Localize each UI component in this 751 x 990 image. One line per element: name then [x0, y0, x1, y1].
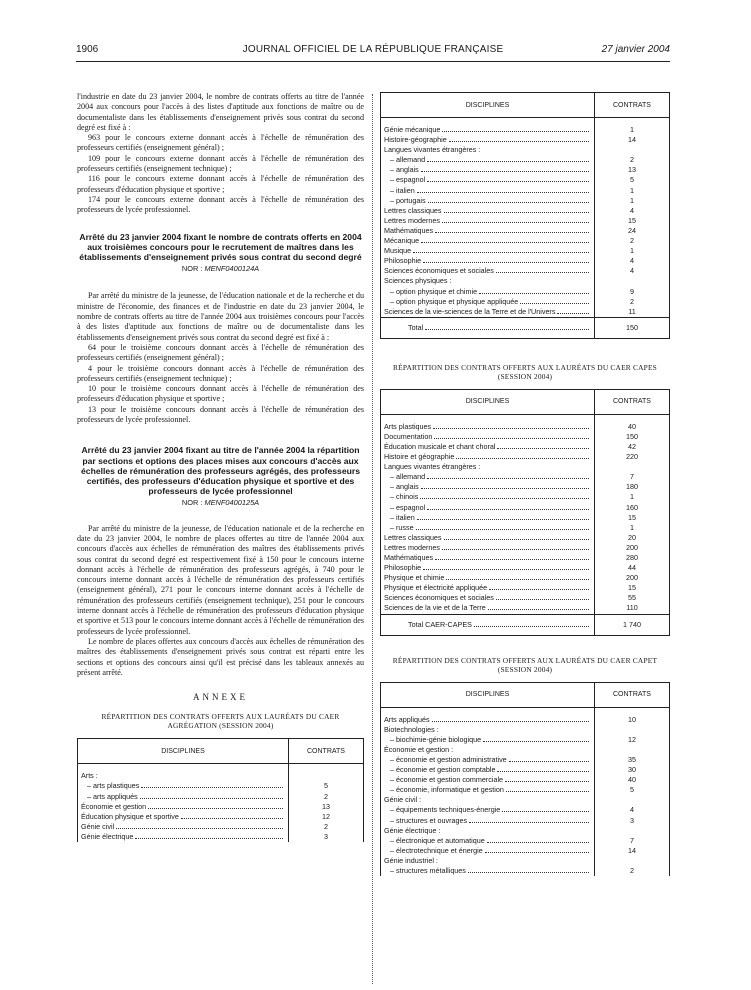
table-row: [381, 563, 669, 573]
contract-count: [595, 795, 670, 805]
discipline-label: – économie et gestion comptable: [390, 765, 496, 775]
table-row: [381, 513, 669, 523]
column-header: CONTRATS: [595, 93, 670, 118]
contract-count: 12: [595, 735, 670, 745]
contract-count: 14: [595, 846, 670, 856]
discipline-label: Physique et chimie: [384, 573, 445, 583]
contract-count: [595, 826, 670, 836]
table-caption: RÉPARTITION DES CONTRATS OFFERTS AUX LAURÉATS DU CAER AGRÉGATION (SESSION 2004): [101, 712, 340, 731]
table-row: [78, 812, 363, 822]
table-row: [381, 866, 669, 876]
discipline-label: Mathématiques: [384, 225, 434, 235]
contract-count: [595, 745, 670, 755]
table-row: [381, 165, 669, 175]
discipline-label: Génie industriel :: [384, 855, 438, 865]
discipline-label: Sciences de la vie-sciences de la Terre et de l'Univers: [384, 306, 556, 316]
contract-count: 5: [289, 781, 364, 791]
contract-count: 200: [595, 543, 670, 553]
table-row: [381, 246, 669, 256]
table-row: [381, 795, 669, 805]
contract-count: 2: [595, 297, 670, 307]
table-row: [381, 256, 669, 266]
contract-count: 4: [595, 266, 670, 276]
contract-count: 15: [595, 513, 670, 523]
table-row: [381, 543, 669, 553]
item-paragraph: 116 pour le concours externe donnant accès à l'échelle de rémunération des professeurs d'éducation physique et sportive ;: [77, 174, 364, 194]
table-row: [381, 715, 669, 725]
table-row: [381, 805, 669, 815]
discipline-label: Lettres classiques: [384, 205, 442, 215]
column-header: DISCIPLINES: [78, 739, 289, 764]
contract-count: 1: [595, 186, 670, 196]
discipline-label: Documentation: [384, 431, 433, 441]
discipline-label: Musique: [384, 246, 412, 256]
contract-count: 110: [595, 603, 670, 614]
discipline-label: – anglais: [390, 165, 419, 175]
column-header: CONTRATS: [595, 390, 670, 415]
contract-count: 1: [595, 523, 670, 533]
item-paragraph: 174 pour le concours externe donnant accès à l'échelle de rémunération des professeurs de lycée professionnel.: [77, 194, 364, 215]
table-row: [78, 792, 363, 802]
discipline-label: – allemand: [390, 472, 426, 482]
total-value: 1 740: [595, 614, 670, 635]
discipline-label: Mathématiques: [384, 553, 434, 562]
discipline-label: – électrotechnique et énergie: [390, 845, 483, 855]
table-row: [381, 523, 669, 533]
discipline-label: – électronique et automatique: [390, 835, 485, 845]
contract-count: [595, 856, 670, 866]
table-row: [78, 781, 363, 791]
capes-table: [380, 389, 670, 636]
discipline-label: – économie et gestion administrative: [390, 754, 507, 764]
table-row: [381, 583, 669, 593]
table-row: [78, 822, 363, 832]
table-row: [381, 725, 669, 735]
column-header: CONTRATS: [289, 739, 364, 764]
table-row: [381, 206, 669, 216]
discipline-label: Histoire et géographie: [384, 452, 455, 462]
table-row: [381, 573, 669, 583]
table-row: [381, 307, 669, 318]
contract-count: 5: [595, 175, 670, 185]
table-row: [381, 603, 669, 614]
discipline-label: Génie électrique :: [384, 825, 441, 835]
contract-count: [595, 276, 670, 286]
discipline-label: Philosophie: [384, 563, 422, 573]
contract-count: 15: [595, 216, 670, 226]
contract-count: 42: [595, 442, 670, 452]
discipline-label: Arts plastiques: [384, 421, 432, 431]
discipline-label: Mécanique: [384, 236, 420, 246]
discipline-label: – espagnol: [390, 502, 426, 512]
contract-count: 44: [595, 563, 670, 573]
contract-count: 4: [595, 206, 670, 216]
table-row: [381, 287, 669, 297]
item-paragraph: 963 pour le concours externe donnant accès à l'échelle de rémunération des professeurs certifiés (enseignement général) ;: [77, 133, 364, 153]
discipline-label: – arts plastiques: [87, 781, 140, 791]
discipline-label: Physique et électricité appliquée: [384, 583, 488, 593]
item-paragraph: 13 pour le troisième concours donnant accès à l'échelle de rémunération des professeurs de lycée professionnel.: [77, 404, 364, 425]
contract-count: 30: [595, 765, 670, 775]
discipline-label: – biochimie-génie biologique: [390, 734, 482, 744]
page-header: [76, 44, 670, 58]
contract-count: 280: [595, 553, 670, 563]
table-row: [381, 816, 669, 826]
discipline-label: – option physique et chimie: [390, 286, 478, 296]
discipline-label: Génie électrique: [81, 831, 134, 841]
discipline-label: Philosophie: [384, 256, 422, 266]
discipline-label: – structures métalliques: [390, 865, 466, 875]
contract-count: 2: [289, 822, 364, 832]
right-column: [380, 92, 670, 876]
contract-count: [289, 771, 364, 781]
table-row: [381, 472, 669, 482]
table-row: [381, 145, 669, 155]
table-row: [381, 755, 669, 765]
table-row: [381, 826, 669, 836]
discipline-label: Lettres modernes: [384, 542, 440, 552]
discipline-label: – portugais: [390, 195, 426, 205]
table-row: [78, 802, 363, 812]
table-row: [381, 297, 669, 307]
discipline-label: – espagnol: [390, 175, 426, 185]
table-row: [381, 175, 669, 185]
contract-count: 1: [595, 246, 670, 256]
table-row: [381, 196, 669, 206]
contract-count: 12: [289, 812, 364, 822]
contract-count: 4: [595, 805, 670, 815]
arrete-title: Arrêté du 23 janvier 2004 fixant au titre de l'année 2004 la répartition par sections et options des places mises aux concours d'accès aux échelles de rémunération des professeurs agrégés, des professeurs certifiés, des professeurs d'éducation physique et sportive et des professeurs de lycée professionnel: [81, 445, 360, 497]
table-row: [381, 276, 669, 286]
discipline-label: Génie civil: [81, 821, 115, 831]
table-row: [381, 155, 669, 165]
contract-count: 2: [595, 866, 670, 876]
table-row: [381, 236, 669, 246]
contract-count: 20: [595, 533, 670, 543]
contract-count: [595, 145, 670, 155]
discipline-label: – allemand: [390, 155, 426, 165]
contract-count: 40: [595, 775, 670, 785]
discipline-label: – arts appliqués: [87, 791, 138, 801]
contract-count: 7: [595, 836, 670, 846]
discipline-label: Biotechnologies :: [384, 724, 439, 734]
contract-count: 13: [595, 165, 670, 175]
journal-title: JOURNAL OFFICIEL DE LA RÉPUBLIQUE FRANÇAISE: [242, 44, 504, 55]
table-row: [381, 765, 669, 775]
discipline-label: Arts :: [81, 771, 98, 781]
discipline-label: Histoire-géographie: [384, 135, 447, 145]
contract-count: 160: [595, 503, 670, 513]
data-table: [78, 739, 363, 842]
table-row: [381, 533, 669, 543]
table-row: [381, 553, 669, 563]
table-row: [381, 846, 669, 856]
arrete-body: Par arrêté du ministre de la jeunesse, de l'éducation nationale et de la recherche en date du 23 janvier 2004, le nombre de places offertes au titre de l'année 2004 aux concours d'accès aux échelles de rémunération des maîtres des établissements privés sous contrat du second degré est respectivement fixé à 150 pour le concours interne donnant accès à l'échelle de rémunération des professeurs agrégés, à 740 pour le concours interne donnant accès à l'échelle de rémunération des professeurs certifiés (enseignement général), 271 pour le concours interne donnant accès à l'échelle de rémunération des professeurs certifiés (enseignement technique), 251 pour le concours interne donnant accès à l'échelle de rémunération des professeurs d'éducation physique et sportive et 513 pour le concours interne donnant accès à l'échelle de rémunération des professeurs de lycée professionnel.: [77, 523, 364, 636]
table-row: [381, 266, 669, 276]
left-column: [77, 92, 364, 842]
table-caption: RÉPARTITION DES CONTRATS OFFERTS AUX LAURÉATS DU CAER CAPES (SESSION 2004): [392, 362, 657, 381]
total-label: Total: [408, 322, 424, 332]
discipline-label: Arts appliqués: [384, 714, 430, 724]
contract-count: 35: [595, 755, 670, 765]
nor-reference: NOR : MENF0400125A: [181, 498, 260, 508]
contract-count: 2: [595, 236, 670, 246]
discipline-label: Lettres modernes: [384, 215, 440, 225]
table-row: [381, 432, 669, 442]
discipline-label: – structures et ouvrages: [390, 815, 468, 825]
total-value: 150: [595, 317, 670, 338]
table-caption: RÉPARTITION DES CONTRATS OFFERTS AUX LAURÉATS DU CAER CAPET (SESSION 2004): [392, 655, 658, 674]
contract-count: 5: [595, 785, 670, 795]
contract-count: 15: [595, 583, 670, 593]
contract-count: 1: [595, 196, 670, 206]
discipline-label: Sciences économiques et sociales: [384, 593, 494, 603]
contract-count: 200: [595, 573, 670, 583]
discipline-label: – italien: [390, 185, 415, 195]
contract-count: 13: [289, 802, 364, 812]
contract-count: 150: [595, 432, 670, 442]
discipline-label: Langues vivantes étrangères :: [384, 145, 481, 155]
discipline-label: – économie et gestion commerciale: [390, 775, 504, 785]
table-row: [381, 735, 669, 745]
agregation-table: [77, 738, 364, 842]
column-header: DISCIPLINES: [381, 683, 595, 708]
discipline-label: Éducation physique et sportive: [81, 811, 179, 821]
table-row: [381, 492, 669, 502]
contract-count: 180: [595, 482, 670, 492]
discipline-label: Sciences économiques et sociales: [384, 266, 494, 276]
table-row: [381, 593, 669, 603]
intro-paragraph: l'industrie en date du 23 janvier 2004, le nombre de contrats offerts au titre de l'année 2004 aux concours pour l'accès à des listes d'aptitude aux fonctions de maître ou de documentaliste dans les établissements d'enseignement privés sous contrat du second degré est fixé à :: [77, 92, 364, 132]
annexe-heading: ANNEXE: [193, 692, 248, 703]
discipline-label: – option physique et physique appliquée: [390, 296, 519, 306]
contract-count: 1: [595, 125, 670, 135]
discipline-label: Économie et gestion :: [384, 744, 454, 754]
discipline-label: – anglais: [390, 482, 419, 492]
item-paragraph: 10 pour le troisième concours donnant accès à l'échelle de rémunération des professeurs d'éducation physique et sportive ;: [77, 384, 364, 404]
contract-count: 55: [595, 593, 670, 603]
discipline-label: Lettres classiques: [384, 532, 442, 542]
discipline-label: – équipements techniques-énergie: [390, 805, 501, 815]
contract-count: 11: [595, 307, 670, 318]
contract-count: 2: [595, 155, 670, 165]
table-row: [381, 482, 669, 492]
total-row: [381, 614, 669, 635]
arrete-body: Par arrêté du ministre de la jeunesse, de l'éducation nationale et de la recherche et du ministre de l'économie, des finances et de l'industrie en date du 23 janvier 2004, le nombre de contrats offerts au titre de l'année 2004 aux troisièmes concours pour l'accès à des listes d'aptitude aux fonctions de maître ou de documentaliste dans les établissements d'enseignement privés sous contrat du second degré est fixé à :: [77, 291, 364, 342]
contract-count: 3: [595, 816, 670, 826]
discipline-label: Sciences de la vie et de la Terre: [384, 603, 486, 613]
discipline-label: Sciences physiques :: [384, 276, 452, 286]
discipline-label: – chinois: [390, 492, 419, 502]
contract-count: 14: [595, 135, 670, 145]
table-row: [381, 745, 669, 755]
capet-table: [380, 682, 670, 877]
discipline-label: Génie civil :: [384, 795, 422, 805]
discipline-label: – russe: [390, 522, 414, 532]
contract-count: 220: [595, 452, 670, 462]
table-row: [381, 422, 669, 432]
agregation-table-continued: [380, 92, 670, 339]
table-row: [381, 135, 669, 145]
data-table: [381, 390, 669, 635]
table-row: [78, 771, 363, 781]
contract-count: [595, 725, 670, 735]
contract-count: 4: [595, 256, 670, 266]
nor-reference: NOR : MENF0400124A: [181, 264, 260, 274]
table-row: [381, 186, 669, 196]
data-table: [381, 93, 669, 338]
contract-count: 9: [595, 287, 670, 297]
table-row: [381, 226, 669, 236]
contract-count: 10: [595, 715, 670, 725]
table-row: [381, 785, 669, 795]
discipline-label: Économie et gestion: [81, 801, 147, 811]
table-row: [381, 216, 669, 226]
table-row: [381, 452, 669, 462]
contract-count: [595, 462, 670, 472]
item-paragraph: 4 pour le troisième concours donnant accès à l'échelle de rémunération des professeurs certifiés (enseignement technique) ;: [77, 363, 364, 383]
contract-count: 2: [289, 792, 364, 802]
issue-date: 27 janvier 2004: [601, 44, 670, 55]
discipline-label: Génie mécanique: [384, 125, 441, 134]
table-row: [381, 775, 669, 785]
column-header: CONTRATS: [595, 683, 670, 708]
contract-count: 24: [595, 226, 670, 236]
table-row: [381, 125, 669, 135]
page-number: 1906: [76, 44, 99, 55]
discipline-label: – italien: [390, 512, 415, 522]
table-row: [381, 503, 669, 513]
header-rule: [76, 61, 670, 62]
table-row: [381, 462, 669, 472]
arrete-title: Arrêté du 23 janvier 2004 fixant le nombre de contrats offerts en 2004 aux troisièmes concours pour le recrutement de maîtres dans les établissements d'enseignement privés sous contrat du second degré: [79, 231, 362, 262]
table-row: [381, 442, 669, 452]
discipline-label: Éducation musicale et chant choral: [384, 441, 496, 451]
table-row: [381, 856, 669, 866]
contract-count: 1: [595, 492, 670, 502]
column-header: DISCIPLINES: [381, 390, 595, 415]
table-row: [381, 836, 669, 846]
contract-count: 40: [595, 422, 670, 432]
column-header: DISCIPLINES: [381, 93, 595, 118]
data-table: [381, 683, 669, 877]
contract-count: 7: [595, 472, 670, 482]
total-row: [381, 317, 669, 338]
discipline-label: Langues vivantes étrangères :: [384, 462, 481, 472]
discipline-label: – économie, informatique et gestion: [390, 785, 504, 795]
arrete-body: Le nombre de places offertes aux concours d'accès aux échelles de rémunération des maîtres des établissements d'enseignement privés sous contrat est réparti entre les sections et options des concours ainsi qu'il est précisé dans les tableaux annexés au présent arrêté.: [77, 636, 364, 677]
contract-count: 3: [289, 832, 364, 842]
table-row: [78, 832, 363, 842]
item-paragraph: 64 pour le troisième concours donnant accès à l'échelle de rémunération des professeurs certifiés (enseignement général) ;: [77, 342, 364, 363]
total-label: Total CAER-CAPES: [408, 619, 472, 629]
item-paragraph: 109 pour le concours externe donnant accès à l'échelle de rémunération des professeurs certifiés (enseignement technique) ;: [77, 153, 364, 174]
column-divider: [372, 94, 373, 984]
